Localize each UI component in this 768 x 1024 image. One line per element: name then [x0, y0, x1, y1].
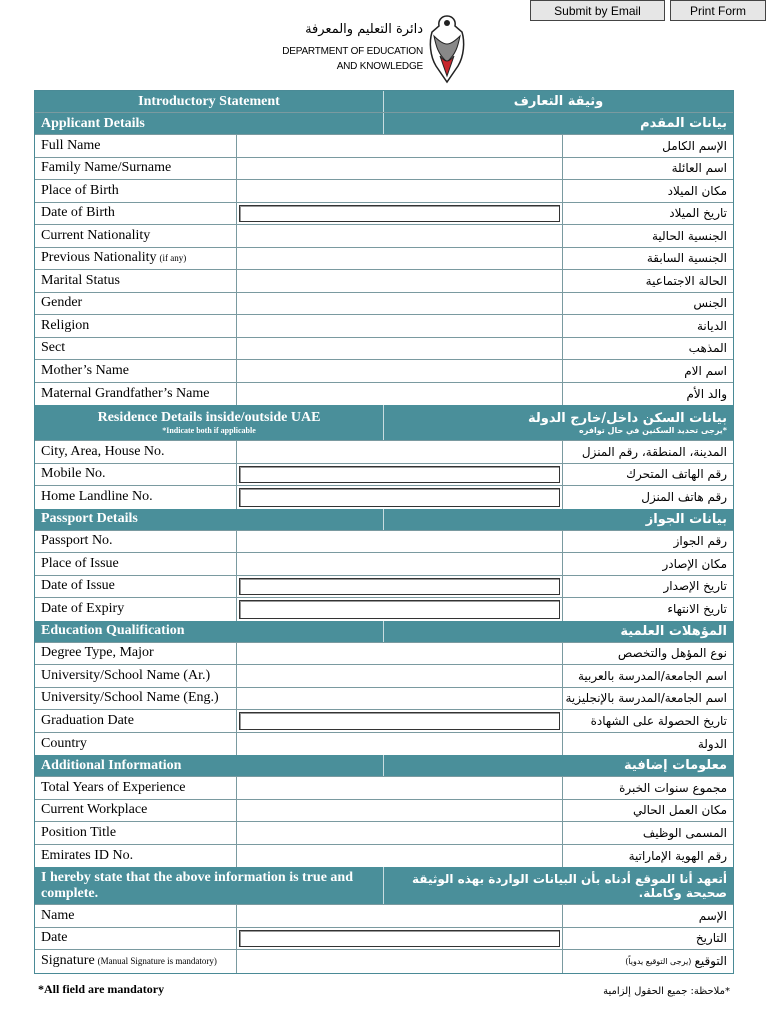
field-label-ar [563, 665, 733, 687]
form-row [35, 158, 733, 181]
section-title-en-main: Residence Details inside/outside UAE [97, 410, 321, 425]
section-title-ar-main: بيانات السكن داخل/خارج الدولة [528, 410, 727, 426]
field-label-ar [563, 441, 733, 463]
field-input[interactable] [239, 712, 560, 730]
field-label-ar [563, 905, 733, 927]
form-row [35, 531, 733, 554]
form-row [35, 248, 733, 271]
field-label-en [35, 203, 237, 225]
field-label-en [35, 688, 237, 710]
field-input[interactable] [239, 317, 560, 335]
field-label-ar-text: مكان الإصادر [662, 556, 727, 571]
field-label-ar-text: الجنسية الحالية [651, 228, 727, 243]
field-input[interactable] [239, 907, 560, 925]
field-label-en-text: Home Landline No. [41, 489, 153, 505]
field-label-ar-text: رقم الهاتف المتحرك [626, 467, 727, 482]
field-label-ar [563, 203, 733, 225]
field-label-en [35, 665, 237, 687]
field-input-cell[interactable] [237, 845, 563, 868]
field-input-cell[interactable] [237, 800, 563, 822]
field-label-en-text: Mobile No. [41, 466, 106, 482]
field-input-cell[interactable] [237, 733, 563, 756]
field-label-ar [563, 180, 733, 202]
section-title-ar: معلومات إضافية [624, 758, 727, 773]
falcon-emblem-icon [426, 12, 468, 84]
form-row [35, 928, 733, 951]
form-row [35, 710, 733, 733]
field-input[interactable] [239, 340, 560, 358]
field-label-en-text: Date of Expiry [41, 601, 125, 617]
form-row [35, 665, 733, 688]
logo-arabic-text: دائرة التعليم والمعرفة [305, 22, 423, 37]
field-input-cell[interactable] [237, 441, 563, 463]
submit-by-email-button[interactable]: Submit by Email [530, 0, 665, 21]
field-input-cell[interactable] [237, 777, 563, 799]
field-input-cell[interactable] [237, 598, 563, 621]
field-label-en-text: Sect [41, 340, 66, 356]
field-label-ar-text: الجنس [693, 296, 727, 311]
field-label-en-text: Position Title [41, 824, 117, 840]
field-label-ar-text: الإسم الكامل [662, 138, 727, 153]
form-row [35, 293, 733, 316]
section-title-ar-sub: *يرجى تحديد السكنين في حال توافره [579, 425, 727, 435]
field-label-ar [563, 486, 733, 509]
field-label-ar-text: الدولة [697, 736, 727, 751]
section-title-en: Applicant Details [35, 113, 384, 134]
field-input[interactable] [239, 802, 560, 820]
field-input[interactable] [239, 250, 560, 268]
field-label-en-text: Mother’s Name [41, 362, 129, 378]
field-label-ar [563, 360, 733, 382]
field-input[interactable] [239, 295, 560, 313]
field-input-cell[interactable] [237, 822, 563, 844]
field-input[interactable] [239, 272, 560, 290]
field-label-ar-text: المدينة، المنطقة، رقم المنزل [581, 444, 727, 459]
field-label-en [35, 950, 237, 973]
section-title-ar: المؤهلات العلمية [620, 623, 727, 639]
field-label-ar [563, 576, 733, 598]
field-label-en [35, 225, 237, 247]
field-input[interactable] [239, 847, 560, 866]
field-input[interactable] [239, 600, 560, 619]
introductory-statement-form [34, 90, 734, 974]
section-education-header [35, 621, 733, 643]
field-label-en [35, 315, 237, 337]
field-label-en [35, 822, 237, 844]
field-label-ar [563, 688, 733, 710]
field-label-en [35, 180, 237, 202]
form-row [35, 950, 733, 973]
field-label-ar [563, 383, 733, 406]
field-label-en-text: Maternal Grandfather’s Name [41, 385, 210, 401]
field-input[interactable] [239, 362, 560, 380]
field-label-ar-text: رقم الهوية الإماراتية [628, 848, 727, 863]
field-input[interactable] [239, 952, 560, 971]
field-label-en [35, 486, 237, 509]
field-label-en-note: (Manual Signature is mandatory) [97, 956, 217, 967]
print-form-button[interactable]: Print Form [670, 0, 766, 21]
field-label-en [35, 710, 237, 732]
section-title-en: I hereby state that the above information is true and complete. [35, 867, 384, 904]
field-label-en-text: Full Name [41, 137, 101, 153]
field-label-ar [563, 598, 733, 621]
section-title-en: Passport Details [35, 509, 384, 530]
field-label-ar-text: التوقيع [694, 954, 727, 969]
field-label-ar [563, 158, 733, 180]
form-row [35, 845, 733, 868]
field-label-en-text: Date [41, 930, 68, 946]
field-input-cell[interactable] [237, 248, 563, 270]
mandatory-note-en: *All field are mandatory [38, 982, 165, 996]
form-row [35, 733, 733, 756]
logo-english-line1: DEPARTMENT OF EDUCATION [282, 46, 423, 57]
field-label-ar-text: رقم الجواز [673, 534, 727, 549]
field-label-ar [563, 338, 733, 360]
field-label-ar-text: والد الأم [686, 386, 727, 401]
field-label-ar [563, 293, 733, 315]
field-label-en-text: Marital Status [41, 272, 120, 288]
field-label-ar [563, 777, 733, 799]
field-input-cell[interactable] [237, 270, 563, 292]
field-label-ar-text: مكان الميلاد [667, 183, 727, 198]
field-input-cell[interactable] [237, 905, 563, 927]
field-input-cell[interactable] [237, 180, 563, 202]
field-input-cell[interactable] [237, 203, 563, 225]
field-label-ar-text: اسم الام [684, 363, 727, 378]
form-title-row [35, 91, 733, 113]
field-label-ar [563, 800, 733, 822]
field-input[interactable] [239, 578, 560, 596]
field-label-ar-text: التاريخ [695, 931, 727, 946]
field-label-ar [563, 950, 733, 973]
form-row [35, 800, 733, 823]
form-row [35, 576, 733, 599]
field-input[interactable] [239, 227, 560, 245]
field-label-ar-text: اسم العائلة [671, 161, 727, 176]
field-input-cell[interactable] [237, 293, 563, 315]
form-row [35, 383, 733, 406]
field-label-ar-text: الجنسية السابقة [646, 251, 727, 266]
field-input-cell[interactable] [237, 360, 563, 382]
field-input-cell[interactable] [237, 553, 563, 575]
section-declaration-header [35, 867, 733, 905]
section-additional-header [35, 755, 733, 777]
field-input[interactable] [239, 645, 560, 663]
field-input[interactable] [239, 488, 560, 507]
form-row [35, 553, 733, 576]
field-label-en-text: Country [41, 735, 87, 751]
field-label-en-text: Gender [41, 295, 83, 311]
field-label-en-text: University/School Name (Eng.) [41, 690, 219, 706]
field-label-ar [563, 315, 733, 337]
field-input[interactable] [239, 779, 560, 797]
field-label-en [35, 643, 237, 665]
field-input[interactable] [239, 443, 560, 461]
adek-logo [282, 12, 470, 86]
field-label-ar-note: (يرجى التوقيع يدوياً) [625, 956, 692, 966]
field-input-cell[interactable] [237, 315, 563, 337]
field-label-en [35, 553, 237, 575]
field-input-cell[interactable] [237, 225, 563, 247]
field-label-ar [563, 531, 733, 553]
field-label-ar-text: نوع المؤهل والتخصص [617, 646, 727, 661]
field-input[interactable] [239, 205, 560, 223]
form-row [35, 643, 733, 666]
field-label-ar [563, 225, 733, 247]
field-label-en-text: University/School Name (Ar.) [41, 667, 211, 683]
field-input-cell[interactable] [237, 928, 563, 950]
form-row [35, 464, 733, 487]
field-label-ar-text: تاريخ الميلاد [669, 206, 727, 221]
field-input[interactable] [239, 930, 560, 948]
field-input[interactable] [239, 667, 560, 685]
field-input[interactable] [239, 533, 560, 551]
section-title-ar [384, 405, 733, 440]
field-input[interactable] [239, 137, 560, 155]
form-row [35, 135, 733, 158]
field-label-en [35, 928, 237, 950]
field-label-ar [563, 733, 733, 756]
field-label-en-note: (if any) [159, 253, 187, 264]
field-label-ar [563, 270, 733, 292]
field-label-en [35, 905, 237, 927]
form-row [35, 598, 733, 621]
field-label-ar [563, 643, 733, 665]
field-label-en [35, 338, 237, 360]
field-label-ar-text: تاريخ الحصولة على الشهادة [590, 713, 727, 728]
field-input-cell[interactable] [237, 158, 563, 180]
field-label-en [35, 248, 237, 270]
field-label-en-text: Degree Type, Major [41, 645, 154, 661]
section-title-en: Additional Information [35, 755, 384, 776]
field-label-en [35, 777, 237, 799]
field-input-cell[interactable] [237, 643, 563, 665]
field-label-en [35, 598, 237, 621]
field-label-en-text: City, Area, House No. [41, 443, 165, 459]
mandatory-note-ar: *ملاحظة: جميع الحقول إلزامية [603, 986, 730, 997]
field-label-ar [563, 928, 733, 950]
form-row [35, 777, 733, 800]
field-label-en [35, 441, 237, 463]
form-row [35, 822, 733, 845]
form-row [35, 688, 733, 711]
field-label-en [35, 733, 237, 756]
field-label-ar [563, 248, 733, 270]
field-input-cell[interactable] [237, 688, 563, 710]
section-title-ar: بيانات الجواز [645, 511, 727, 527]
field-label-en-text: Current Workplace [41, 802, 148, 818]
form-row [35, 338, 733, 361]
field-input-cell[interactable] [237, 710, 563, 732]
field-label-en-text: Place of Issue [41, 555, 119, 571]
field-label-ar [563, 135, 733, 157]
field-label-ar [563, 710, 733, 732]
field-label-en-text: Date of Issue [41, 578, 115, 594]
field-input-cell[interactable] [237, 576, 563, 598]
field-label-ar-text: اسم الجامعة/المدرسة بالعربية [577, 668, 727, 683]
section-applicant-header [35, 113, 733, 135]
field-input-cell[interactable] [237, 486, 563, 509]
field-label-en-text: Name [41, 907, 75, 923]
section-title-ar: بيانات المقدم [640, 116, 727, 131]
field-input[interactable] [239, 735, 560, 754]
field-input[interactable] [239, 385, 560, 404]
form-row [35, 441, 733, 464]
field-label-en-text: Signature [41, 953, 95, 969]
field-label-en [35, 158, 237, 180]
field-label-ar [563, 822, 733, 844]
field-label-ar-text: تاريخ الإصدار [663, 579, 727, 594]
field-label-en-text: Passport No. [41, 533, 113, 549]
field-label-ar-text: الحالة الاجتماعية [645, 273, 727, 288]
logo-english-line2: AND KNOWLEDGE [336, 61, 423, 72]
field-label-ar [563, 464, 733, 486]
field-label-en-text: Date of Birth [41, 205, 115, 221]
field-label-ar-text: تاريخ الانتهاء [667, 602, 727, 617]
form-row [35, 905, 733, 928]
field-label-en-text: Family Name/Surname [41, 160, 172, 176]
field-label-en [35, 383, 237, 406]
field-label-en-text: Religion [41, 317, 90, 333]
field-label-ar [563, 845, 733, 868]
field-label-en-text: Place of Birth [41, 182, 119, 198]
field-label-ar-text: الإسم [698, 908, 727, 923]
field-input[interactable] [239, 160, 560, 178]
field-input-cell[interactable] [237, 383, 563, 406]
field-input[interactable] [239, 182, 560, 200]
field-label-en [35, 800, 237, 822]
field-label-ar-text: المذهب [688, 341, 727, 356]
form-row [35, 180, 733, 203]
field-label-ar-text: رقم هاتف المنزل [641, 490, 727, 505]
form-title-ar: وثيقة التعارف [513, 94, 604, 109]
field-label-ar-text: اسم الجامعة/المدرسة بالإنجليزية [565, 691, 727, 706]
section-title-en: Education Qualification [35, 621, 384, 642]
field-input-cell[interactable] [237, 338, 563, 360]
form-row [35, 225, 733, 248]
section-passport-header [35, 509, 733, 531]
field-input[interactable] [239, 466, 560, 484]
field-label-ar-text: مجموع سنوات الخبرة [619, 780, 727, 795]
field-input[interactable] [239, 555, 560, 573]
field-label-en-text: Previous Nationality [41, 250, 157, 266]
section-title-en [35, 405, 384, 440]
field-input-cell[interactable] [237, 950, 563, 973]
field-label-en-text: Emirates ID No. [41, 847, 134, 863]
field-label-en [35, 360, 237, 382]
form-title-en: Introductory Statement [35, 91, 384, 112]
field-label-en [35, 531, 237, 553]
form-row [35, 486, 733, 509]
field-label-en-text: Graduation Date [41, 712, 134, 728]
field-input-cell[interactable] [237, 531, 563, 553]
form-row [35, 203, 733, 226]
field-input[interactable] [239, 690, 560, 708]
section-title-en-sub: *Indicate both if applicable [162, 426, 256, 435]
field-input-cell[interactable] [237, 135, 563, 157]
field-label-en [35, 576, 237, 598]
field-input-cell[interactable] [237, 464, 563, 486]
field-label-en [35, 845, 237, 868]
form-row [35, 360, 733, 383]
section-residence-header [35, 405, 733, 441]
field-label-ar [563, 553, 733, 575]
field-label-en [35, 293, 237, 315]
field-input[interactable] [239, 824, 560, 842]
form-row [35, 270, 733, 293]
section-title-ar: أتعهد أنا الموقع أدناه بأن البيانات الواردة بهذه الوثيقة صحيحة وكاملة. [412, 871, 727, 900]
form-row [35, 315, 733, 338]
field-label-en [35, 464, 237, 486]
field-label-ar-text: مكان العمل الحالي [632, 803, 727, 818]
field-label-en-text: Total Years of Experience [41, 779, 186, 795]
field-label-ar-text: الديانة [696, 318, 727, 333]
field-label-en [35, 135, 237, 157]
field-label-en [35, 270, 237, 292]
field-input-cell[interactable] [237, 665, 563, 687]
field-label-ar-text: المسمى الوظيف [642, 825, 727, 840]
field-label-en-text: Current Nationality [41, 227, 151, 243]
